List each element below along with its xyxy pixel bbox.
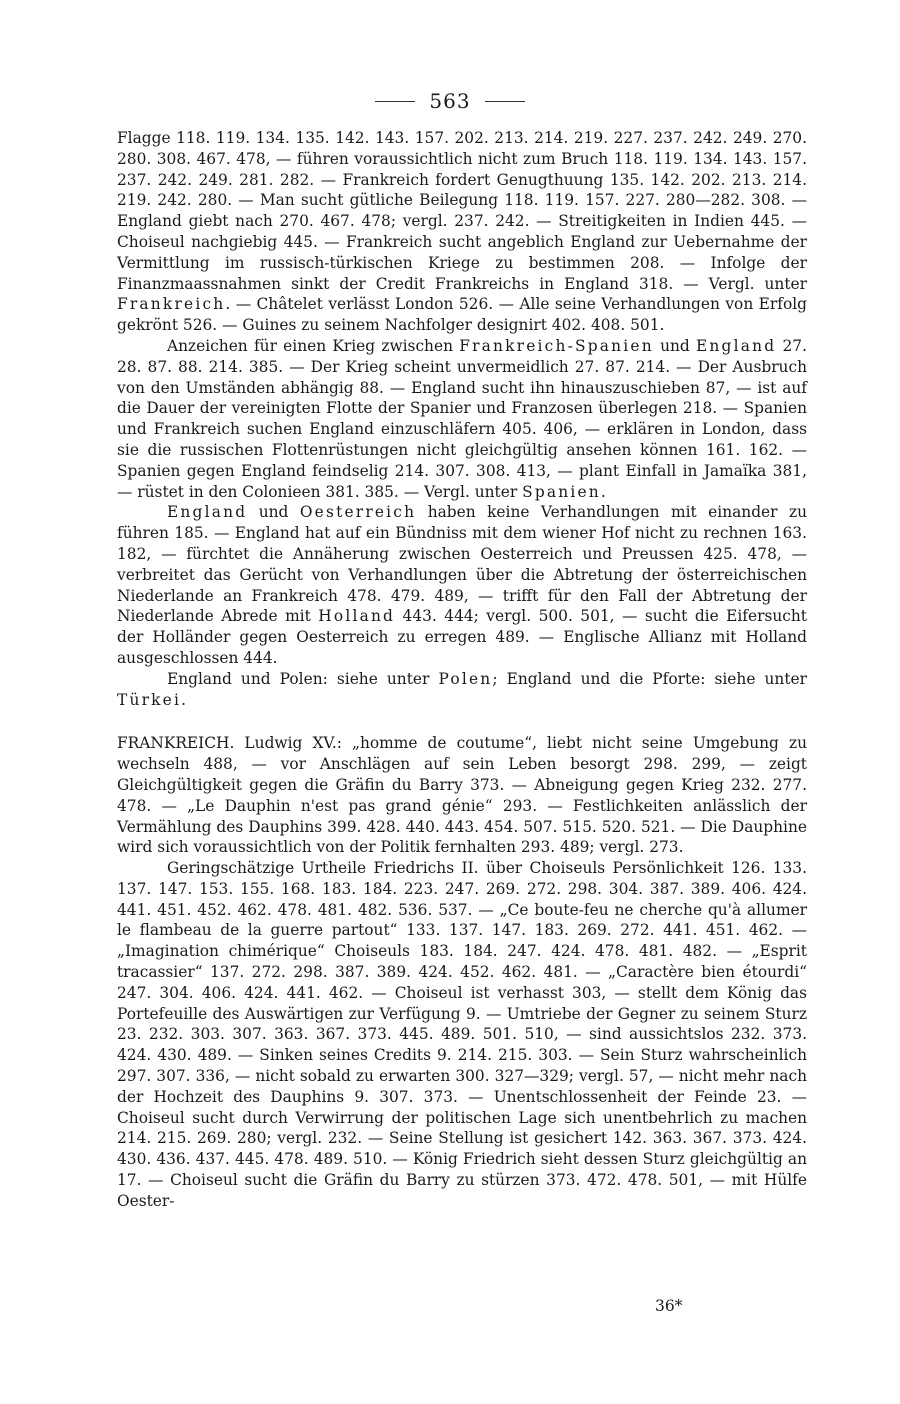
spaced-keyword: Oesterreich <box>299 503 417 522</box>
paragraph-text: . — Châtelet verlässt London 526. — Alle seine Verhandlungen von Erfolg gekrönt 526. — Guines zu seinem Nachfolger designirt 402. 408. 501. <box>117 295 807 335</box>
paragraph-text: Anzeichen für einen Krieg zwischen <box>167 336 460 355</box>
paragraph-text: und <box>247 503 300 522</box>
left-dash-rule <box>375 101 415 102</box>
paragraph-text: 443. 444; vergl. 500. 501, — sucht die Eifersucht der Holländer gegen Oesterreich zu erregen 489. — Englische Allianz mit Holland ausgeschlossen 444. <box>117 607 807 667</box>
paragraph-text: England und Polen: siehe unter <box>167 669 439 688</box>
paragraph-text: Flagge 118. 119. 134. 135. 142. 143. 157. 202. 213. 214. 219. 227. 237. 242. 249. 270. 280. 308. 467. 478, — führen voraussichtlich nicht zum Bruch 118. 119. 134. 143. 157. 237. 242. 249. 281. 282. — Frankreich fordert Genugthuung 135. 142. 202. 213. 214. 219. 242. 280. — Man sucht gütliche Beilegung 118. 119. 157. 227. 280—282. 308. — England giebt nach 270. 467. 478; vergl. 237. 242. — Streitigkeiten in Indien 445. — Choiseul nachgiebig 445. — Frankreich sucht angeblich England zur Uebernahme der Vermittlung im russisch-türkischen Kriege zu bestimmen 208. — Infolge der Finanzmaassnahmen sinkt der Credit Frankreichs in England 318. — Vergl. unter <box>117 129 807 293</box>
index-paragraph <box>117 502 807 668</box>
index-paragraph <box>117 128 807 336</box>
spaced-keyword: Holland <box>318 607 396 626</box>
index-paragraph <box>117 733 807 858</box>
spaced-keyword: Türkei <box>117 690 182 709</box>
index-paragraph <box>117 336 807 502</box>
paragraph-text: haben keine Verhandlungen mit einander zu führen 185. — England hat auf ein Bündniss mit dem wiener Hof nicht zu rechnen 163. 182, — fürchtet die Annäherung zwischen Oesterreich und Preussen 425. 478, — verbreitet das Gerücht von Verhandlungen über die Abtretung der österreichischen Niederlande an Frankreich 478. 479. 489, — trifft für den Fall der Abtretung der Niederlande Abrede mit <box>117 503 807 626</box>
spaced-keyword: England <box>167 503 248 522</box>
paragraph-text: 27. 28. 87. 88. 214. 385. — Der Krieg scheint unvermeidlich 27. 87. 214. — Der Ausbruch von den Umständen abhängig 88. — England sucht ihn hinauszuschieben 87, — ist auf die Dauer der vereinigten Flotte der Spanier und Franzosen überlegen 218. — Spanien und Frankreich suchen England einzuschläfern 405. 406, — erklären in London, dass sie die russischen Flottenrüstungen nicht gleichgültig ansehen können 161. 162. — Spanien gegen England feindselig 214. 307. 308. 413, — plant Einfall in Jamaïka 381, — rüstet in den Colonieen 381. 385. — Vergl. unter <box>117 336 807 501</box>
spaced-keyword: England <box>696 336 777 355</box>
right-dash-rule <box>485 101 525 102</box>
index-text-body <box>117 128 807 1212</box>
spaced-keyword: Frankreich <box>117 295 226 314</box>
paragraph-text: . <box>600 482 606 501</box>
printer-signature-mark: 36* <box>655 1297 683 1315</box>
index-paragraph <box>117 669 807 711</box>
index-paragraph <box>117 858 807 1212</box>
spaced-keyword: Spanien <box>522 482 601 501</box>
spaced-keyword: Polen <box>438 669 493 688</box>
paragraph-text: FRANKREICH. Ludwig XV.: „homme de coutume“, liebt nicht seine Umgebung zu wechseln 488, — vor Anschlägen auf sein Leben besorgt 298. 299, — zeigt Gleichgültigkeit gegen die Gräfin du Barry 373. — Abneigung gegen Krieg 232. 277. 478. — „Le Dauphin n'est pas grand génie“ 293. — Festlichkeiten anlässlich der Vermählung des Dauphins 399. 428. 440. 443. 454. 507. 515. 520. 521. — Die Dauphine wird sich voraussichtlich von der Politik fernhalten 293. 489; vergl. 273. <box>117 734 807 857</box>
page-number: 563 <box>429 89 471 113</box>
page-header <box>0 88 900 114</box>
paragraph-text: ; England und die Pforte: siehe unter <box>492 669 807 688</box>
paragraph-text: Geringschätzige Urtheile Friedrichs II. über Choiseuls Persönlichkeit 126. 133. 137. 147. 153. 155. 168. 183. 184. 223. 247. 269. 272. 298. 304. 387. 389. 406. 424. 441. 451. 452. 462. 478. 481. 482. 536. 537. — „Ce boute-feu ne cherche qu'à allumer le flambeau de la guerre partout“ 133. 137. 147. 183. 269. 272. 441. 451. 462. — „Imagination chimérique“ Choiseuls 183. 184. 247. 424. 478. 481. 482. — „Esprit tracassier“ 137. 272. 298. 387. 389. 424. 452. 462. 481. — „Caractère bien étourdi“ 247. 304. 406. 424. 441. 462. — Choiseul ist verhasst 303, — stellt dem König das Portefeuille des Auswärtigen zur Verfügung 9. — Umtriebe der Gegner zu seinem Sturz 23. 232. 303. 307. 363. 367. 373. 445. 489. 501. 510, — sind aussichtslos 232. 373. 424. 430. 489. — Sinken seines Credits 9. 214. 215. 303. — Sein Sturz wahrscheinlich 297. 307. 336, — nicht sobald zu erwarten 300. 327—329; vergl. 57, — nicht mehr nach der Hochzeit des Dauphins 9. 307. 373. — Unentschlossenheit der Feinde 23. — Choiseul sucht durch Verwirrung der politischen Lage sich unentbehrlich zu machen 214. 215. 269. 280; vergl. 232. — Seine Stellung ist gesichert 142. 363. 367. 373. 424. 430. 436. 437. 445. 478. 489. 510. — König Friedrich sieht dessen Sturz gleichgültig an 17. — Choiseul sucht die Gräfin du Barry zu stürzen 373. 472. 478. 501, — mit Hülfe Oester- <box>117 859 807 1210</box>
spaced-keyword: Frankreich-Spanien <box>459 336 654 355</box>
paragraph-text: und <box>653 336 696 355</box>
paragraph-text: . <box>181 690 186 709</box>
